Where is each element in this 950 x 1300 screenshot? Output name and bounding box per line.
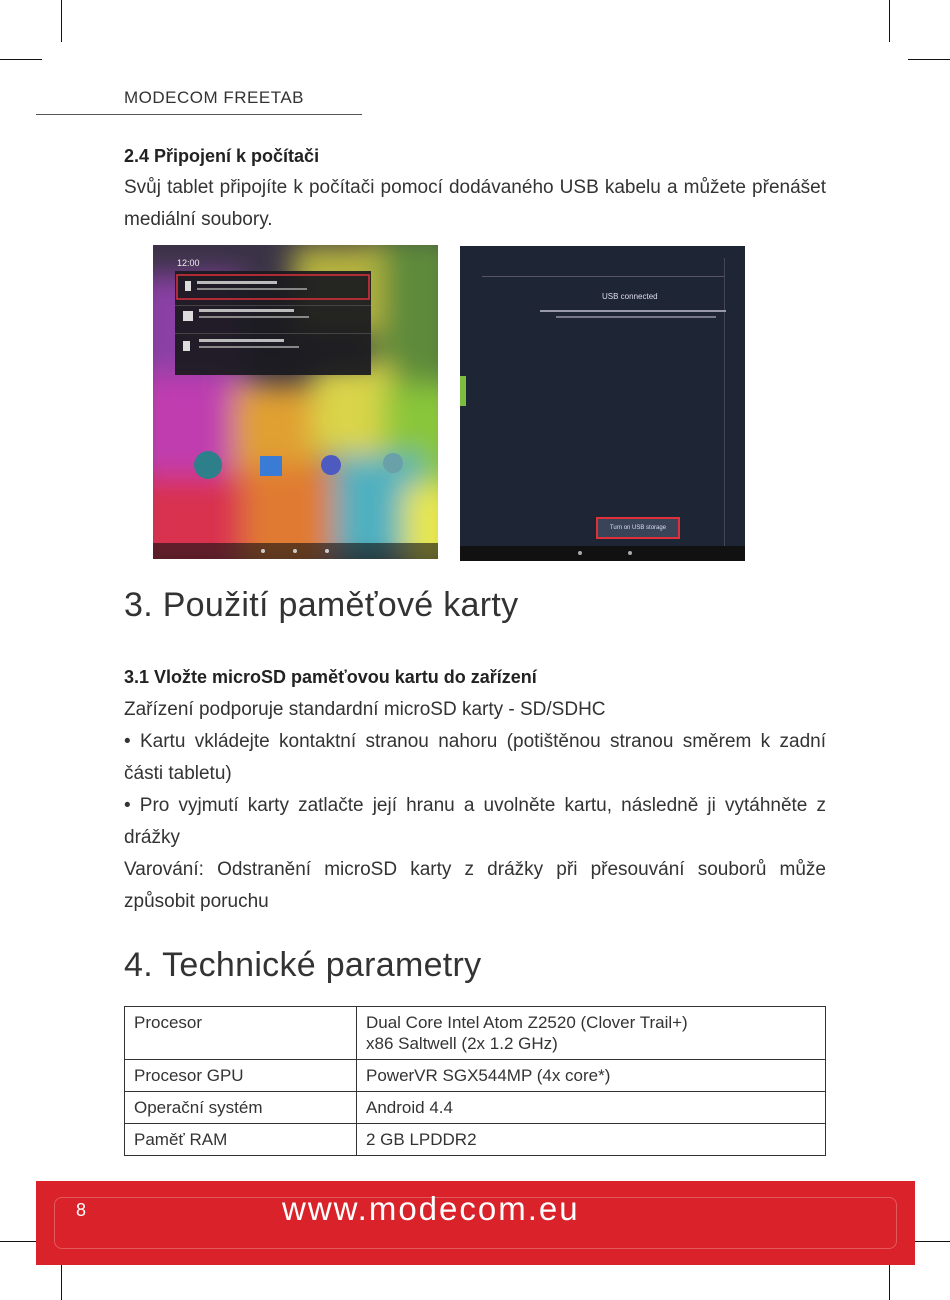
crop-mark: [889, 0, 890, 42]
section-4-heading: 4. Technické parametry: [124, 946, 482, 984]
footer-url[interactable]: www.modecom.eu: [282, 1190, 580, 1227]
crop-mark: [0, 59, 42, 60]
status-time: 12:00: [177, 258, 200, 268]
text-line: • Kartu vkládejte kontaktní stranou nahoru (potištěnou stranou směrem k zadní části tabletu): [124, 731, 826, 784]
usb-connected-title: USB connected: [602, 292, 658, 301]
section-3-1-text: [124, 694, 826, 918]
table-row: [125, 1060, 826, 1092]
text-line: Varování: Odstranění microSD karty z drážky při přesouvání souborů může způsobit poruchu: [124, 859, 826, 912]
spec-table: [124, 1006, 826, 1156]
text-line: Zařízení podporuje standardní microSD karty - SD/SDHC: [124, 699, 606, 720]
section-3-1-title: 3.1 Vložte microSD paměťovou kartu do zařízení: [124, 667, 537, 687]
screenshot-android-home: [153, 245, 438, 559]
header-rule: [36, 114, 362, 115]
spec-value: Android 4.4: [357, 1092, 826, 1124]
crop-mark: [908, 59, 950, 60]
usb-storage-button[interactable]: Turn on USB storage: [596, 517, 680, 539]
running-header: MODECOM FREETAB: [124, 88, 305, 107]
spec-label: Paměť RAM: [125, 1124, 357, 1156]
page-number: 8: [76, 1200, 87, 1220]
table-row: [125, 1007, 826, 1060]
section-2-4-title: 2.4 Připojení k počítači: [124, 146, 320, 166]
spec-value: 2 GB LPDDR2: [357, 1124, 826, 1156]
screenshot-usb-connected: [460, 246, 745, 561]
table-row: [125, 1124, 826, 1156]
spec-label: Procesor GPU: [125, 1060, 357, 1092]
crop-mark: [61, 0, 62, 42]
colorful-wallpaper: [153, 245, 438, 559]
table-row: [125, 1092, 826, 1124]
spec-label: Procesor: [125, 1007, 357, 1060]
spec-label: Operační systém: [125, 1092, 357, 1124]
text-line: • Pro vyjmutí karty zatlačte její hranu a uvolněte kartu, následně ji vytáhněte z drážky: [124, 795, 826, 848]
section-3-heading: 3. Použití paměťové karty: [124, 586, 519, 624]
spec-value: Dual Core Intel Atom Z2520 (Clover Trail+) x86 Saltwell (2x 1.2 GHz): [357, 1007, 826, 1060]
section-2-4-text: Svůj tablet připojíte k počítači pomocí dodávaného USB kabelu a můžete přenášet mediální soubory.: [124, 177, 826, 230]
spec-value: PowerVR SGX544MP (4x core*): [357, 1060, 826, 1092]
